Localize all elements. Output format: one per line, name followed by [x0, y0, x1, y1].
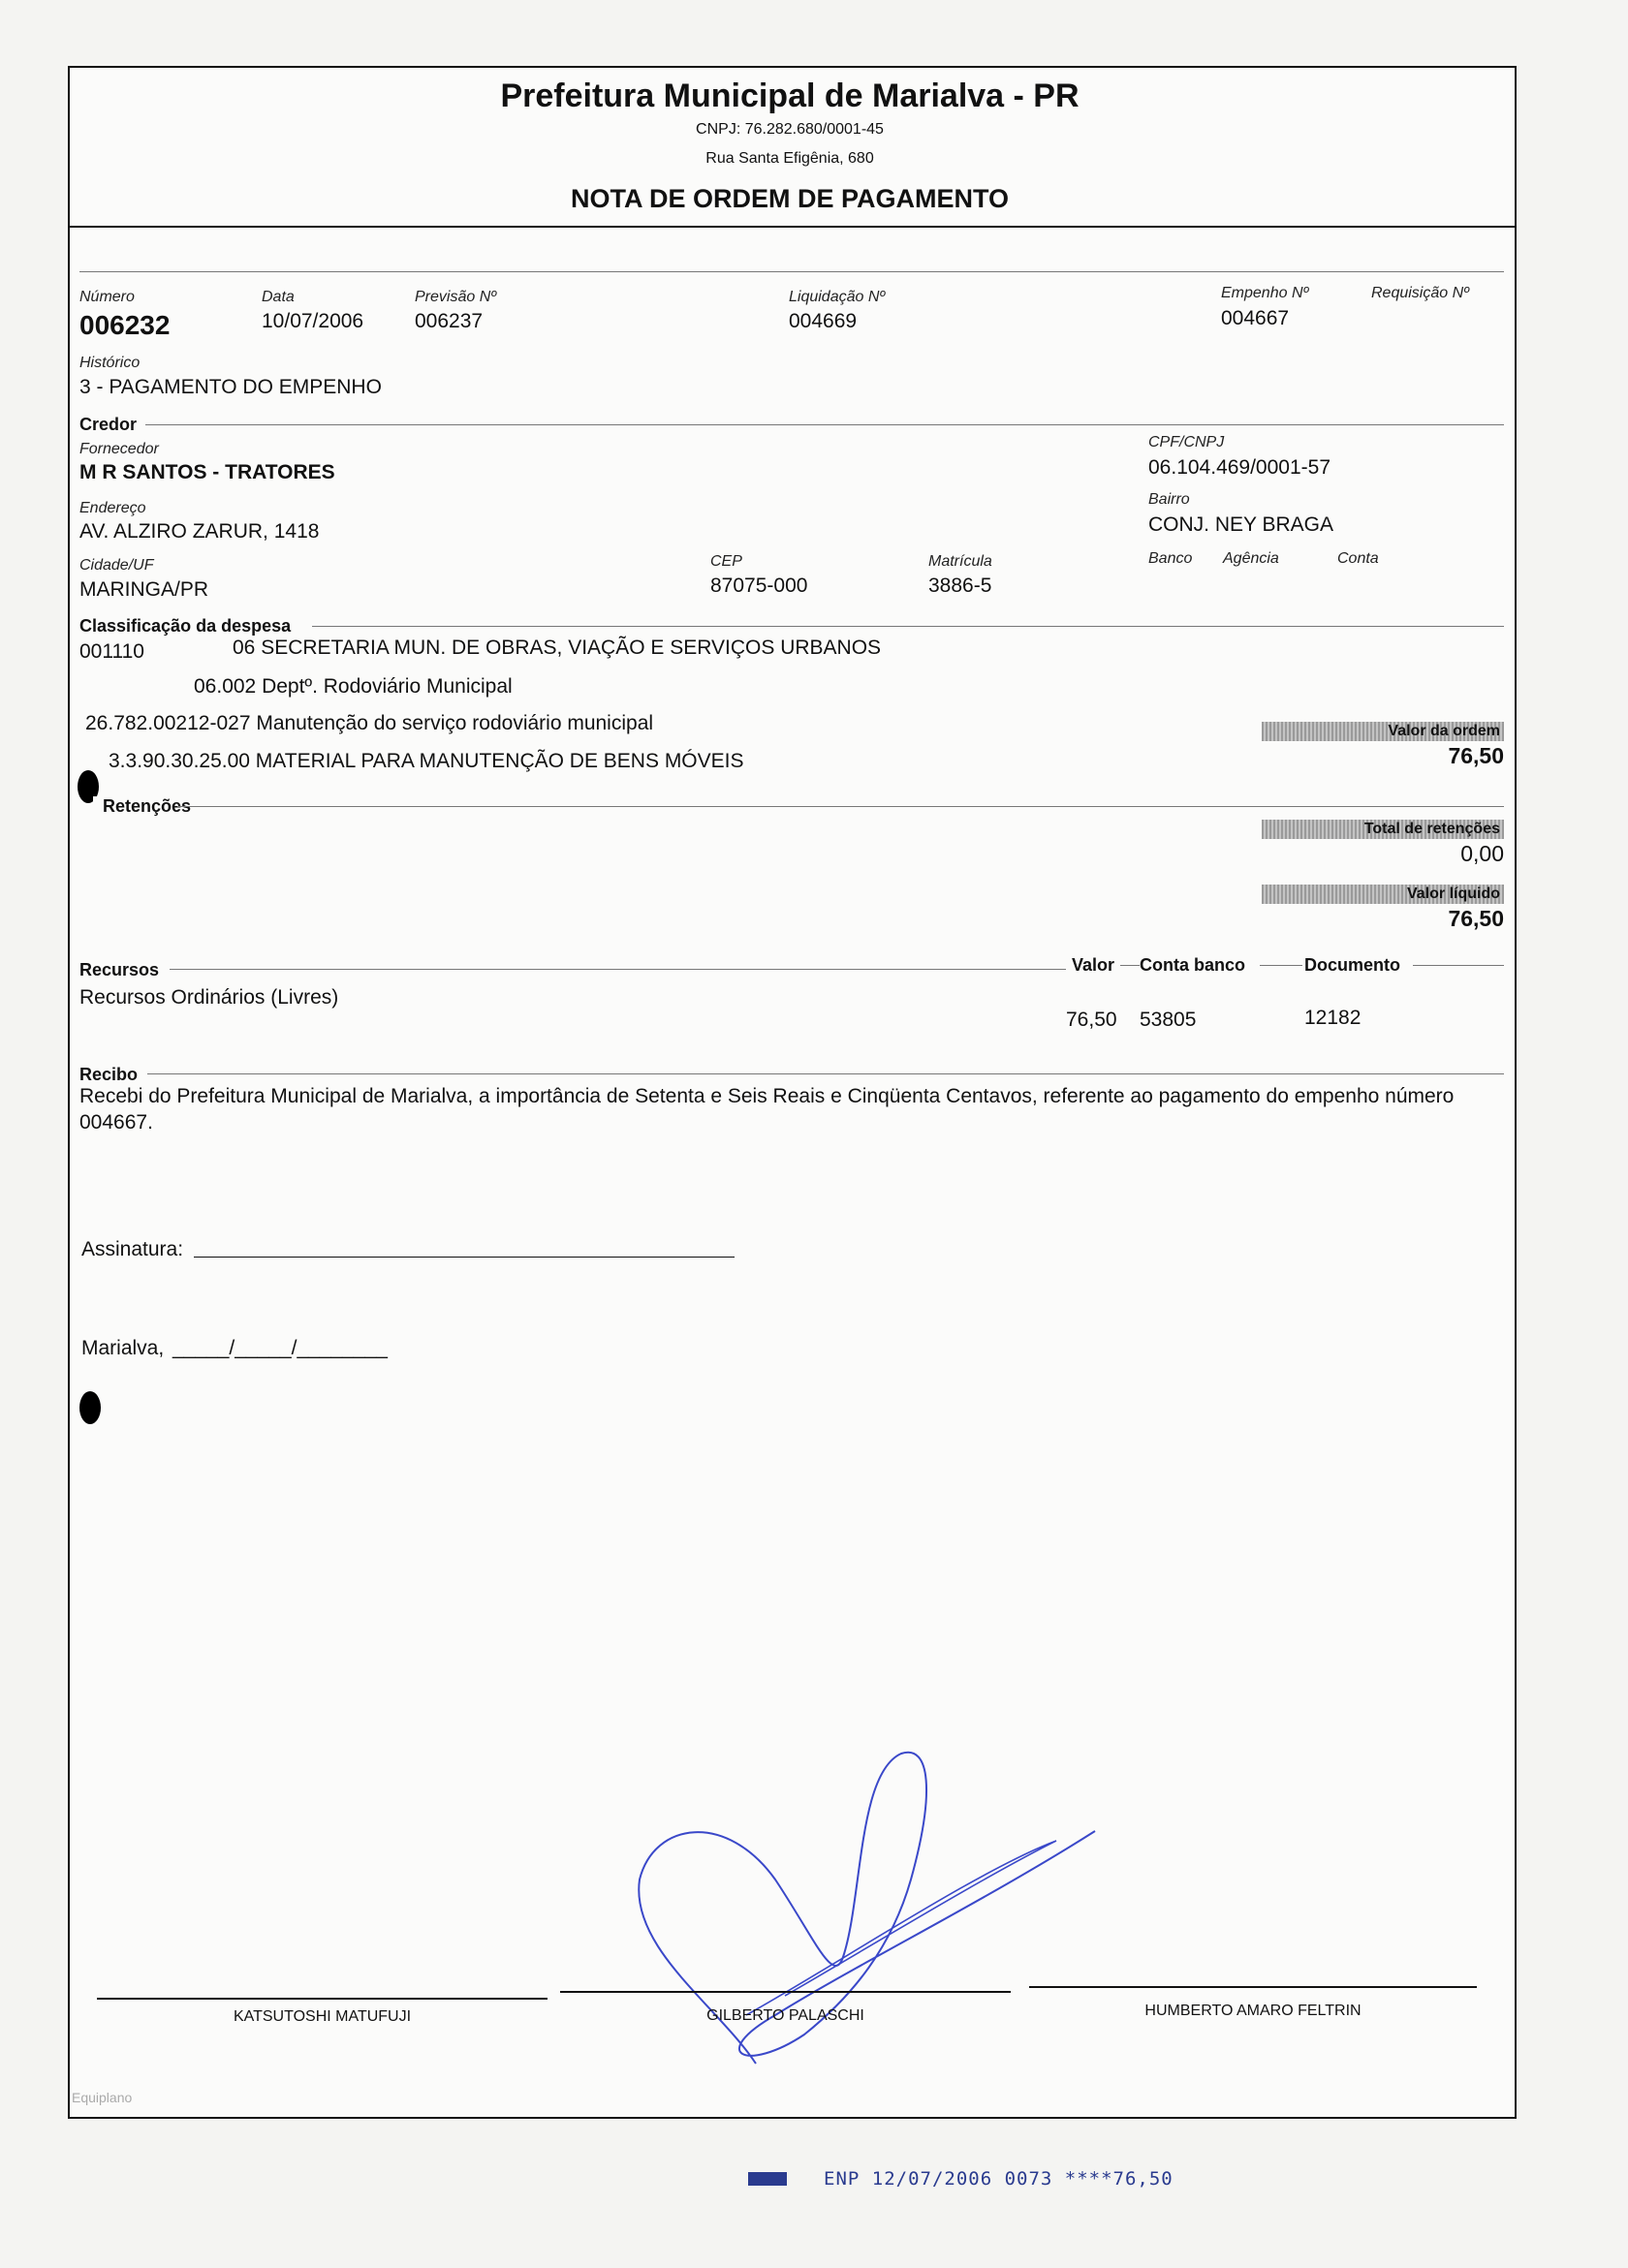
matricula-label: Matrícula	[928, 553, 992, 570]
matricula-value: 3886-5	[928, 575, 992, 597]
valor-liquido-value: 76,50	[1448, 906, 1504, 931]
org-cnpj: CNPJ: 76.282.680/0001-45	[696, 121, 884, 138]
signatory-3: HUMBERTO AMARO FELTRIN	[1144, 2003, 1362, 2019]
classificacao-section: Classificação da despesa	[79, 616, 292, 636]
software-mark: Equiplano	[72, 2090, 133, 2105]
retencoes-section: Retenções	[93, 796, 191, 817]
previsao-value: 006237	[415, 310, 484, 332]
banco-label: Banco	[1148, 550, 1193, 567]
data-label: Data	[262, 289, 295, 305]
liquidacao-label: Liquidação Nº	[789, 289, 886, 305]
fornecedor-value: M R SANTOS - TRATORES	[79, 461, 335, 483]
fornecedor-label: Fornecedor	[79, 441, 159, 457]
signature-line-3	[1029, 1986, 1477, 1988]
endereco-value: AV. ALZIRO ZARUR, 1418	[79, 520, 320, 543]
classificacao-code: 001110	[79, 640, 144, 663]
recursos-rule	[170, 969, 1066, 970]
punch-hole-mark-2	[79, 1391, 101, 1424]
classificacao-line2: 06.002 Deptº. Rodoviário Municipal	[194, 675, 513, 698]
handwritten-signature	[610, 1734, 1114, 2083]
valor-ordem-value: 76,50	[1448, 743, 1504, 768]
classificacao-line4: 3.3.90.30.25.00 MATERIAL PARA MANUTENÇÃO DE BENS MÓVEIS	[109, 750, 744, 772]
cpf-value: 06.104.469/0001-57	[1148, 456, 1331, 479]
recursos-section: Recursos	[79, 960, 160, 979]
cep-value: 87075-000	[710, 575, 808, 597]
cidade-value: MARINGA/PR	[79, 578, 209, 601]
historico-label: Histórico	[79, 355, 141, 371]
recursos-rule-2	[1120, 965, 1140, 966]
liquidacao-value: 004669	[789, 310, 858, 332]
local-label: Marialva,	[81, 1337, 165, 1359]
classificacao-line1: 06 SECRETARIA MUN. DE OBRAS, VIAÇÃO E SERVIÇOS URBANOS	[233, 637, 882, 659]
org-address: Rua Santa Efigênia, 680	[705, 150, 874, 167]
credor-section: Credor	[79, 415, 138, 434]
valor-ordem-label: Valor da ordem	[1262, 722, 1504, 741]
ids-rule	[79, 271, 1504, 272]
signatory-1: KATSUTOSHI MATUFUJI	[233, 2008, 412, 2025]
conta-label: Conta	[1337, 550, 1379, 567]
total-retencoes-value: 0,00	[1460, 841, 1504, 866]
historico-value: 3 - PAGAMENTO DO EMPENHO	[79, 376, 382, 398]
valor-liquido-label: Valor líquido	[1262, 885, 1504, 904]
header-divider	[68, 226, 1515, 228]
agencia-label: Agência	[1223, 550, 1279, 567]
signature-line-2	[560, 1991, 1011, 1993]
recursos-rule-4	[1413, 965, 1504, 966]
stamp-mark	[748, 2172, 787, 2186]
bairro-value: CONJ. NEY BRAGA	[1148, 513, 1333, 536]
empenho-value: 004667	[1221, 307, 1290, 329]
assinatura-label: Assinatura:	[81, 1238, 184, 1260]
recursos-doc-label: Documento	[1304, 955, 1400, 975]
recursos-valor: 76,50	[1066, 1009, 1117, 1031]
previsao-label: Previsão Nº	[415, 289, 497, 305]
recibo-rule	[147, 1073, 1504, 1074]
document-title: NOTA DE ORDEM DE PAGAMENTO	[570, 184, 1009, 213]
assinatura-line	[194, 1257, 735, 1258]
endereco-label: Endereço	[79, 500, 146, 516]
org-title: Prefeitura Municipal de Marialva - PR	[500, 78, 1080, 114]
bairro-label: Bairro	[1148, 491, 1190, 508]
recursos-desc: Recursos Ordinários (Livres)	[79, 986, 339, 1009]
credor-rule	[145, 424, 1504, 425]
classificacao-line3: 26.782.00212-027 Manutenção do serviço rodoviário municipal	[85, 712, 654, 734]
requisicao-label: Requisição Nº	[1371, 285, 1469, 301]
recursos-conta-label: Conta banco	[1140, 955, 1246, 975]
signatory-2: GILBERTO PALASCHI	[706, 2007, 864, 2024]
numero-value: 006232	[79, 310, 171, 340]
signature-line-1	[97, 1998, 548, 2000]
classificacao-rule	[312, 626, 1504, 627]
numero-label: Número	[79, 289, 135, 305]
recibo-text: Recebi do Prefeitura Municipal de Marialva, a importância de Setenta e Seis Reais e Cinqüenta Centavos, referente ao pagamento do empenho número 004667.	[79, 1085, 1455, 1134]
recibo-section: Recibo	[79, 1065, 139, 1084]
recursos-documento: 12182	[1304, 1007, 1362, 1029]
total-retencoes-label: Total de retenções	[1262, 820, 1504, 839]
retencoes-rule	[177, 806, 1504, 807]
recursos-conta: 53805	[1140, 1009, 1197, 1031]
recursos-valor-label: Valor	[1072, 955, 1115, 975]
bank-stamp: ENP 12/07/2006 0073 ****76,50	[824, 2168, 1174, 2190]
cidade-label: Cidade/UF	[79, 557, 154, 574]
empenho-label: Empenho Nº	[1221, 285, 1309, 301]
cep-label: CEP	[710, 553, 742, 570]
date-blank: _____/_____/________	[172, 1337, 388, 1359]
recursos-rule-3	[1260, 965, 1302, 966]
cpf-label: CPF/CNPJ	[1148, 434, 1225, 450]
data-value: 10/07/2006	[262, 310, 364, 332]
